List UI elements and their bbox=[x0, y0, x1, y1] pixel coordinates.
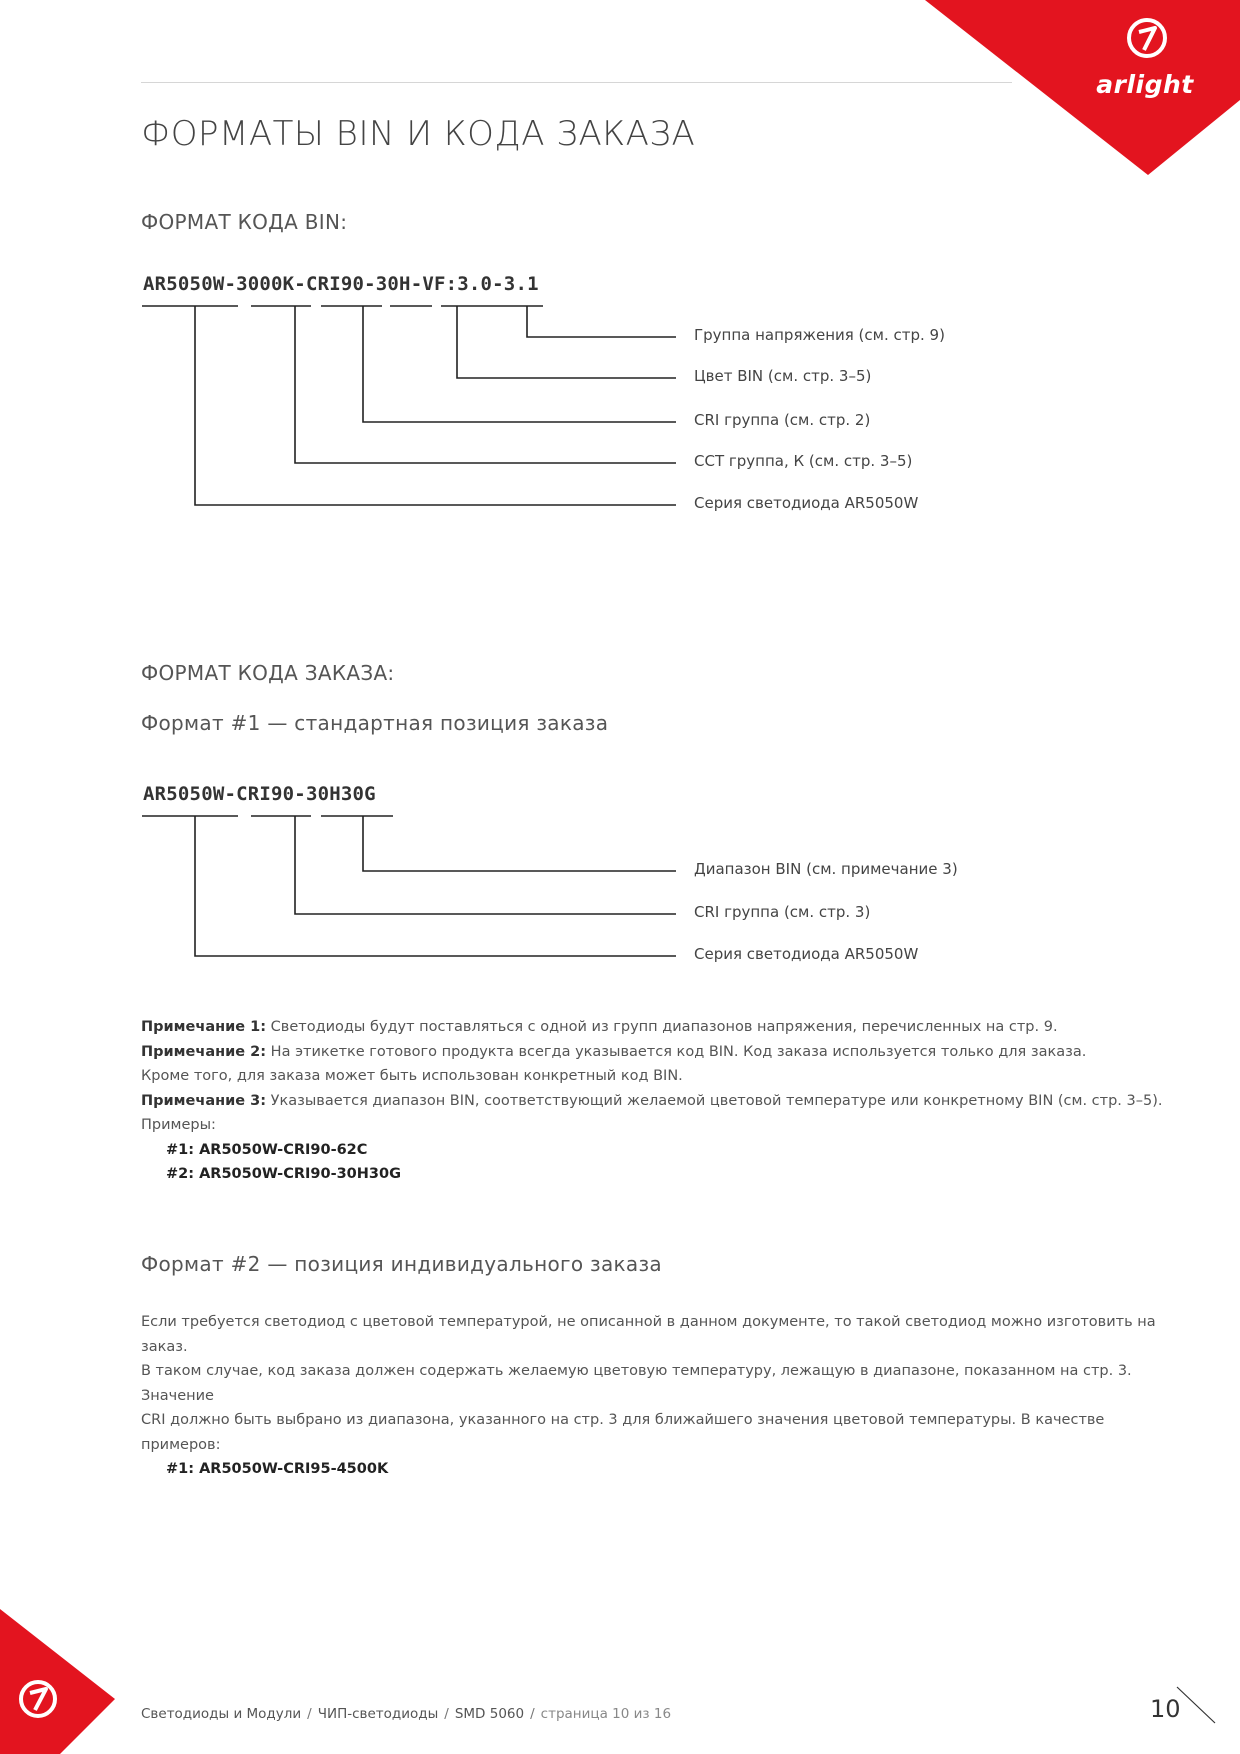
format2-example: #1: AR5050W-CRI95-4500K bbox=[166, 1461, 389, 1477]
leader-line bbox=[363, 816, 676, 871]
bin-label-color: Цвет BIN (см. стр. 3–5) bbox=[694, 367, 872, 385]
brand-logo-text: arlight bbox=[1096, 70, 1194, 99]
format2-paragraph bbox=[141, 1310, 1181, 1482]
note-2: Примечание 2: На этикетке готового продукта всегда указывается код BIN. Код заказа используется только для заказа. bbox=[141, 1043, 1087, 1060]
page-title: ФОРМАТЫ BIN И КОДА ЗАКАЗА bbox=[141, 114, 696, 154]
order-format-heading: ФОРМАТ КОДА ЗАКАЗА: bbox=[141, 661, 395, 685]
format2-line: CRI должно быть выбрано из диапазона, указанного на стр. 3 для ближайшего значения цветовой температуры. В качестве примеров: bbox=[141, 1412, 1105, 1453]
header-divider bbox=[141, 82, 1012, 83]
bin-label-cri: CRI группа (см. стр. 2) bbox=[694, 411, 871, 429]
notes-block bbox=[141, 1015, 1181, 1187]
page-number-slash bbox=[1175, 1685, 1217, 1725]
format2-line: Если требуется светодиод с цветовой температурой, не описанной в данном документе, то такой светодиод можно изготовить на заказ. bbox=[141, 1314, 1156, 1355]
bottom-left-logo-banner bbox=[0, 1609, 120, 1754]
bin-format-heading: ФОРМАТ КОДА BIN: bbox=[141, 210, 348, 234]
order-label-bin-range: Диапазон BIN (см. примечание 3) bbox=[694, 860, 958, 878]
leader-line bbox=[457, 306, 676, 378]
format1-title: Формат #1 — стандартная позиция заказа bbox=[141, 711, 609, 735]
leader-line bbox=[295, 816, 676, 914]
format2-title: Формат #2 — позиция индивидуального заказа bbox=[141, 1252, 662, 1276]
bin-label-voltage: Группа напряжения (см. стр. 9) bbox=[694, 326, 945, 344]
leader-line bbox=[527, 306, 676, 337]
leader-line bbox=[295, 306, 676, 463]
order-label-cri: CRI группа (см. стр. 3) bbox=[694, 903, 871, 921]
note-2-continued: Кроме того, для заказа может быть использован конкретный код BIN. bbox=[141, 1068, 683, 1084]
examples-label: Примеры: bbox=[141, 1117, 216, 1133]
example-2: #2: AR5050W-CRI90-30H30G bbox=[166, 1166, 401, 1182]
order-label-series: Серия светодиода AR5050W bbox=[694, 945, 919, 963]
breadcrumb-item: SMD 5060 bbox=[454, 1706, 525, 1722]
order-code: AR5050W-CRI90-30H30G bbox=[143, 783, 376, 805]
example-1: #1: AR5050W-CRI90-62C bbox=[166, 1141, 368, 1158]
breadcrumb-item: ЧИП-светодиоды bbox=[317, 1706, 439, 1722]
format2-line: В таком случае, код заказа должен содержать желаемую цветовую температуру, лежащую в диапазоне, показанном на стр. 3. Значение bbox=[141, 1363, 1132, 1404]
page-info: страница 10 из 16 bbox=[540, 1706, 672, 1722]
leader-line bbox=[195, 816, 676, 956]
leader-line bbox=[195, 306, 676, 505]
leader-line bbox=[363, 306, 676, 422]
note-3: Примечание 3: Указывается диапазон BIN, соответствующий желаемой цветовой температуре или конкретному BIN (см. стр. 3–5). bbox=[141, 1092, 1163, 1109]
breadcrumb-item: Светодиоды и Модули bbox=[141, 1706, 302, 1722]
footer-breadcrumb: Светодиоды и Модули / ЧИП-светодиоды / SMD 5060 / страница 10 из 16 bbox=[141, 1706, 672, 1722]
page-number: 10 bbox=[1150, 1695, 1181, 1723]
bin-label-cct: CCT группа, К (см. стр. 3–5) bbox=[694, 452, 913, 470]
bin-code: AR5050W-3000K-CRI90-30H-VF:3.0-3.1 bbox=[143, 273, 539, 295]
bin-label-series: Серия светодиода AR5050W bbox=[694, 494, 919, 512]
note-1: Примечание 1: Светодиоды будут поставляться с одной из групп диапазонов напряжения, перечисленных на стр. 9. bbox=[141, 1019, 1058, 1035]
